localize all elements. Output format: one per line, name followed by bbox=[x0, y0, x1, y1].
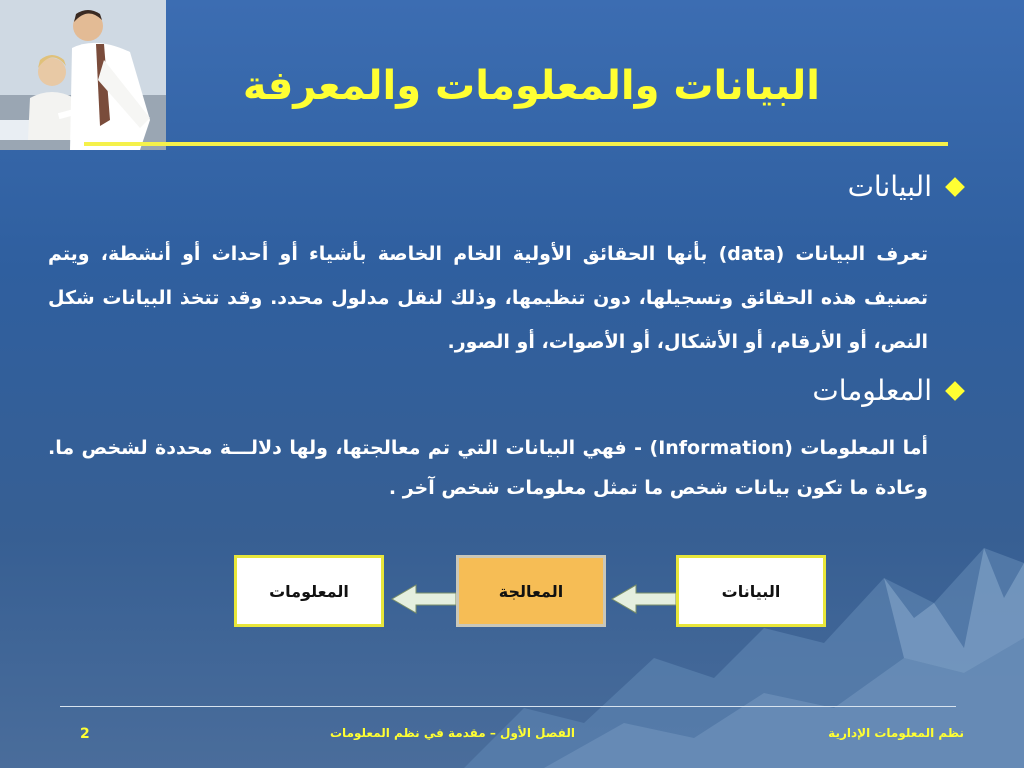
footer-divider bbox=[60, 706, 956, 707]
diamond-bullet-icon bbox=[945, 381, 965, 401]
section-heading-text: البيانات bbox=[847, 170, 932, 203]
slide-title: البيانات والمعلومات والمعرفة bbox=[242, 63, 820, 109]
section-heading-information bbox=[812, 374, 962, 407]
data-definition-paragraph: تعرف البيانات (data) بأنها الحقائق الأولية الخام الخاصة بأشياء أو أحداث أو أنشطة، ويتم تصنيف هذه الحقائق وتسجيلها، دون تنظيمها، وذلك لنقل مدلول محدد. وقد تتخذ البيانات شكل النص، أو الأرقام، أو الأشكال، أو الأصوات، أو الصور. bbox=[48, 243, 928, 353]
office-workers-illustration bbox=[0, 0, 166, 150]
page-number: 2 bbox=[80, 726, 90, 742]
diamond-bullet-icon bbox=[945, 177, 965, 197]
flow-box-processing: المعالجة bbox=[456, 555, 606, 627]
flow-box-data: البيانات bbox=[676, 555, 826, 627]
title-underline bbox=[84, 142, 948, 146]
section-heading-text: المعلومات bbox=[812, 374, 932, 407]
flow-box-information: المعلومات bbox=[234, 555, 384, 627]
business-people-photo bbox=[0, 0, 166, 150]
footer-course: نظم المعلومات الإدارية bbox=[828, 726, 964, 740]
left-arrow-icon bbox=[610, 583, 676, 615]
left-arrow-icon bbox=[390, 583, 456, 615]
section-heading-data bbox=[848, 170, 962, 203]
information-definition-paragraph: أما المعلومات (Information) - فهي البيانات التي تم معالجتها، ولها دلالـــة محددة لشخص ما. وعادة ما تكون بيانات شخص ما تمثل معلومات شخص آخر . bbox=[48, 437, 929, 499]
footer-chapter: الفصل الأول – مقدمة في نظم المعلومات bbox=[330, 726, 575, 740]
